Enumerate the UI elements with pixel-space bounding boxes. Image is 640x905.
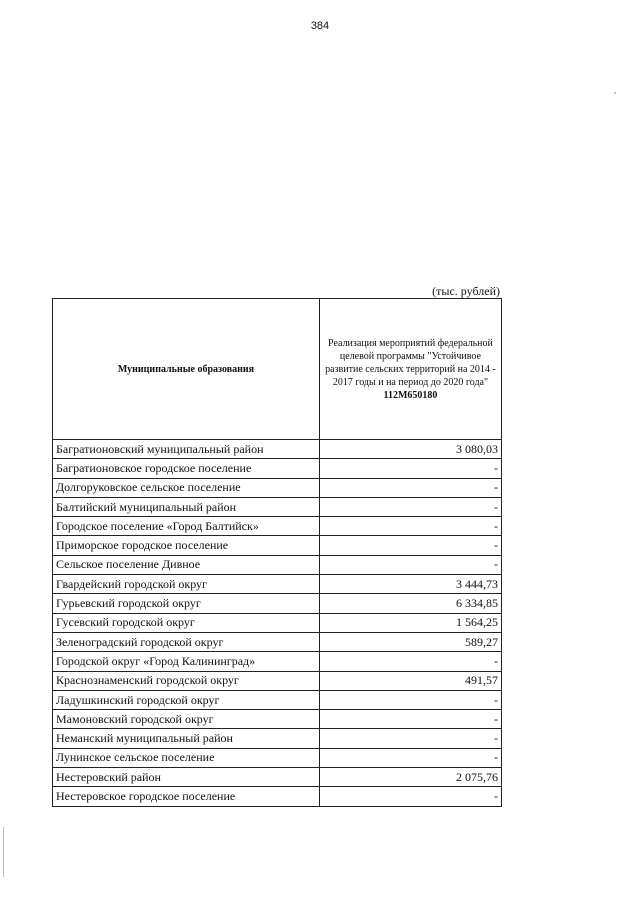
municipality-name: Долгоруковское сельское поселение bbox=[53, 478, 320, 497]
municipality-name: Багратионовский муниципальный район bbox=[53, 440, 320, 459]
amount-value: - bbox=[319, 787, 501, 806]
table-row bbox=[53, 536, 502, 555]
amount-value: 491,57 bbox=[319, 671, 501, 690]
amount-value: - bbox=[319, 555, 501, 574]
page-number: 384 bbox=[310, 20, 330, 32]
amount-value: - bbox=[319, 748, 501, 767]
header-program-code: 112М650180 bbox=[383, 389, 438, 401]
amount-value: 6 334,85 bbox=[319, 594, 501, 613]
municipality-name: Нестеровский район bbox=[53, 768, 320, 787]
municipality-name: Багратионовское городское поселение bbox=[53, 459, 320, 478]
municipality-name: Городской округ «Город Калининград» bbox=[53, 652, 320, 671]
table-row bbox=[53, 517, 502, 536]
amount-value: 3 444,73 bbox=[319, 575, 501, 594]
municipality-name: Лунинское сельское поселение bbox=[53, 748, 320, 767]
amount-value: - bbox=[319, 690, 501, 709]
table-row bbox=[53, 729, 502, 748]
units-label: (тыс. рублей) bbox=[432, 284, 500, 298]
table-row bbox=[53, 632, 502, 651]
table-row bbox=[53, 497, 502, 516]
table-row bbox=[53, 459, 502, 478]
amount-value: - bbox=[319, 536, 501, 555]
amount-value: - bbox=[319, 710, 501, 729]
budget-table bbox=[52, 298, 502, 807]
table-row bbox=[53, 555, 502, 574]
header-program-title: Реализация мероприятий федеральной целевой программы "Устойчивое развитие сельских территорий на 2014 - 2017 годы и на период до 2020 года" bbox=[325, 337, 496, 388]
municipality-name: Неманский муниципальный район bbox=[53, 729, 320, 748]
table-row bbox=[53, 575, 502, 594]
municipality-name: Гвардейский городской округ bbox=[53, 575, 320, 594]
scan-margin-line bbox=[3, 827, 4, 877]
amount-value: 589,27 bbox=[319, 632, 501, 651]
amount-value: - bbox=[319, 459, 501, 478]
amount-value: - bbox=[319, 497, 501, 516]
municipality-name: Ладушкинский городской округ bbox=[53, 690, 320, 709]
municipality-name: Гусевский городской округ bbox=[53, 613, 320, 632]
table-row bbox=[53, 710, 502, 729]
amount-value: 3 080,03 bbox=[319, 440, 501, 459]
municipality-name: Зеленоградский городской округ bbox=[53, 632, 320, 651]
header-program bbox=[319, 299, 501, 440]
table-header-row bbox=[53, 299, 502, 440]
table-row bbox=[53, 440, 502, 459]
table-row bbox=[53, 594, 502, 613]
table-row bbox=[53, 478, 502, 497]
table-row bbox=[53, 613, 502, 632]
municipality-name: Мамоновский городской округ bbox=[53, 710, 320, 729]
table-row bbox=[53, 787, 502, 806]
amount-value: - bbox=[319, 729, 501, 748]
header-municipality: Муниципальные образования bbox=[53, 299, 320, 440]
amount-value: - bbox=[319, 478, 501, 497]
table-row bbox=[53, 768, 502, 787]
municipality-name: Гурьевский городской округ bbox=[53, 594, 320, 613]
municipality-name: Городское поселение «Город Балтийск» bbox=[53, 517, 320, 536]
amount-value: - bbox=[319, 517, 501, 536]
municipality-name: Нестеровское городское поселение bbox=[53, 787, 320, 806]
municipality-name: Балтийский муниципальный район bbox=[53, 497, 320, 516]
amount-value: 1 564,25 bbox=[319, 613, 501, 632]
table-row bbox=[53, 690, 502, 709]
table-row bbox=[53, 748, 502, 767]
municipality-name: Краснознаменский городской округ bbox=[53, 671, 320, 690]
amount-value: 2 075,76 bbox=[319, 768, 501, 787]
table-row bbox=[53, 652, 502, 671]
municipality-name: Сельское поселение Дивное bbox=[53, 555, 320, 574]
scan-dot bbox=[614, 92, 616, 94]
municipality-name: Приморское городское поселение bbox=[53, 536, 320, 555]
amount-value: - bbox=[319, 652, 501, 671]
table-row bbox=[53, 671, 502, 690]
